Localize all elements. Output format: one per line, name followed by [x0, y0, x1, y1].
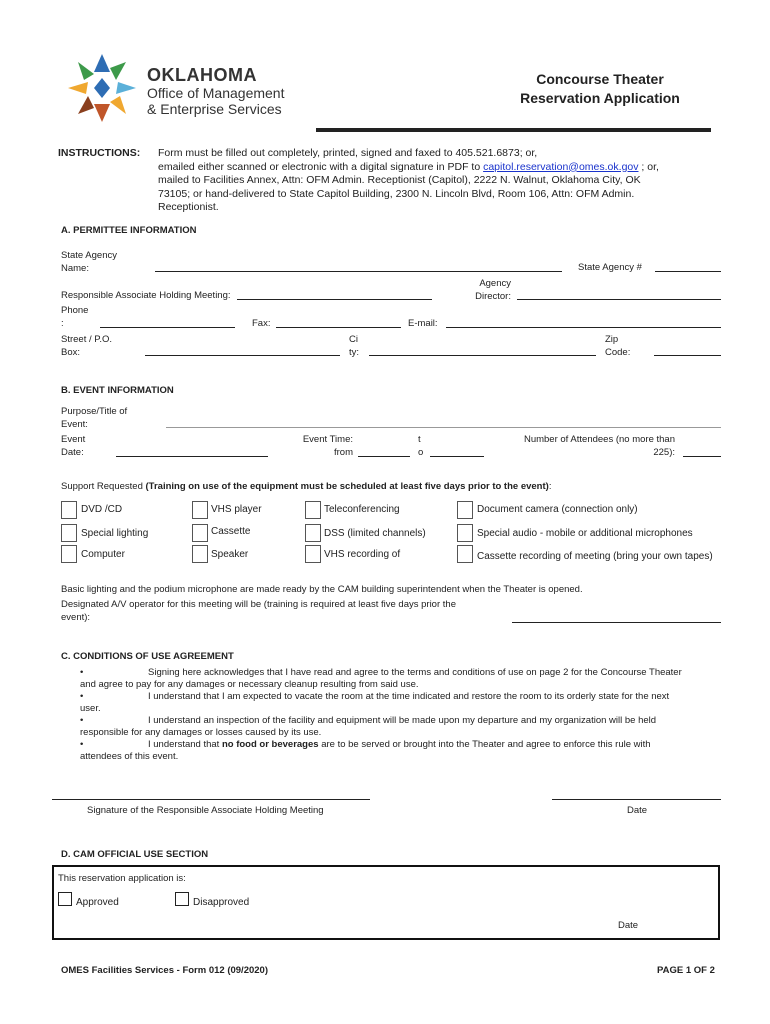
attendees-label-1: Number of Attendees (no more than	[523, 434, 675, 445]
signature-date-label: Date	[627, 805, 648, 816]
dss-label: DSS (limited channels)	[324, 528, 426, 539]
checkbox-special-lighting[interactable]	[61, 524, 77, 542]
city-label-2: ty:	[349, 346, 360, 358]
condition-3-text-a: I understand an inspection of the facility and equipment will be made upon my departure and my organization will be held	[148, 715, 657, 726]
av-operator-label-2: event):	[61, 611, 91, 623]
checkbox-vhs-recording[interactable]	[305, 545, 321, 563]
checkbox-dss[interactable]	[305, 524, 321, 542]
checkbox-vhs-player[interactable]	[192, 501, 208, 519]
phone-label-1: Phone	[61, 305, 89, 316]
computer-label: Computer	[81, 549, 125, 560]
org-subtitle-1: Office of Management	[147, 85, 285, 101]
attendees-field[interactable]	[683, 456, 721, 457]
signature-label: Signature of the Responsible Associate Holding Meeting	[87, 805, 324, 816]
av-operator-field[interactable]	[512, 622, 721, 623]
instructions-line-2	[158, 161, 718, 175]
instructions-line-1: Form must be filled out completely, printed, signed and faxed to 405.521.6873; or,	[158, 147, 538, 159]
instructions-line-5: Receptionist.	[158, 201, 219, 213]
event-time-to-label	[418, 434, 423, 459]
agency-director-label	[473, 278, 511, 303]
condition-2	[80, 691, 720, 703]
oklahoma-star-logo-icon	[66, 52, 138, 124]
org-name: OKLAHOMA	[147, 65, 257, 85]
cassette-recording-label: Cassette recording of meeting (bring your own tapes)	[477, 551, 713, 562]
event-date-label-1: Event	[61, 434, 86, 445]
purpose-label-2: Event:	[61, 418, 88, 430]
header-rule	[316, 128, 711, 132]
av-operator-label	[61, 599, 456, 624]
event-date-label-2: Date:	[61, 446, 84, 458]
state-agency-name-field[interactable]	[155, 271, 562, 272]
state-agency-label	[61, 250, 117, 275]
fax-field[interactable]	[276, 327, 401, 328]
condition-3	[80, 715, 720, 727]
dvd-cd-label: DVD /CD	[81, 504, 123, 515]
checkbox-approved[interactable]	[58, 892, 72, 906]
checkbox-cassette-recording[interactable]	[457, 545, 473, 563]
condition-1	[80, 667, 720, 679]
event-date-field[interactable]	[116, 456, 268, 457]
event-time-to-label-2: o	[418, 446, 424, 458]
special-lighting-label: Special lighting	[81, 528, 149, 539]
bullet-icon: •	[80, 667, 84, 678]
agency-director-label-1: Agency	[479, 278, 511, 289]
checkbox-teleconferencing[interactable]	[305, 501, 321, 519]
vhs-recording-label: VHS recording of	[324, 549, 401, 560]
instructions-text	[158, 147, 718, 215]
conditions-list	[80, 667, 720, 763]
city-label-1: Ci	[349, 334, 358, 345]
attendees-label-2: 225):	[653, 446, 675, 458]
vhs-player-label: VHS player	[211, 504, 262, 515]
support-requested-text: Support Requested	[61, 481, 146, 492]
instructions-label: INSTRUCTIONS:	[58, 147, 141, 159]
phone-field[interactable]	[100, 327, 235, 328]
section-a-title: A. PERMITTEE INFORMATION	[61, 225, 197, 236]
fax-label: Fax:	[252, 318, 271, 329]
signature-field[interactable]	[52, 799, 370, 800]
av-operator-label-1: Designated A/V operator for this meeting will be (training is required at least five days prior the	[61, 599, 456, 610]
attendees-label	[505, 434, 675, 459]
agency-director-label-2: Director:	[475, 290, 511, 302]
condition-4	[80, 739, 720, 751]
agency-director-field[interactable]	[517, 299, 721, 300]
street-label-1: Street / P.O.	[61, 334, 113, 345]
disapproved-label: Disapproved	[193, 897, 250, 908]
condition-1-text-b: and agree to pay for any damages or necessary cleanup resulting from said use.	[80, 679, 419, 690]
email-field[interactable]	[446, 327, 721, 328]
event-time-to-field[interactable]	[430, 456, 484, 457]
event-time-to-label-1: t	[418, 434, 421, 445]
checkbox-special-audio[interactable]	[457, 524, 473, 542]
purpose-label-1: Purpose/Title of	[61, 406, 128, 417]
instructions-line-3: mailed to Facilities Annex, Attn: OFM Admin. Receptionist (Capitol), 2222 N. Walnut, Oklahoma City, OK	[158, 174, 641, 186]
teleconferencing-label: Teleconferencing	[324, 504, 400, 515]
form-title-1: Concourse Theater	[536, 71, 664, 87]
section-b-title: B. EVENT INFORMATION	[61, 385, 174, 396]
agency-number-label: State Agency #	[578, 262, 642, 273]
support-requested-colon: :	[548, 481, 552, 492]
city-field[interactable]	[369, 355, 596, 356]
zip-label	[605, 334, 630, 359]
street-label	[61, 334, 112, 359]
phone-label	[61, 305, 88, 330]
purpose-label	[61, 406, 127, 431]
cassette-label: Cassette	[211, 526, 251, 537]
bullet-icon: •	[80, 739, 84, 750]
event-time-from-field[interactable]	[358, 456, 410, 457]
section-c-title: C. CONDITIONS OF USE AGREEMENT	[61, 651, 234, 662]
event-time-label-1: Event Time:	[302, 434, 353, 445]
reservation-email-link[interactable]: capitol.reservation@omes.ok.gov	[483, 160, 639, 173]
event-date-label	[61, 434, 85, 459]
checkbox-speaker[interactable]	[192, 545, 208, 563]
checkbox-dvd-cd[interactable]	[61, 501, 77, 519]
instructions-line-4: 73105; or hand-delivered to State Capitol Building, 2300 N. Lincoln Blvd, Room 106, Attn: OFM Admin.	[158, 187, 635, 200]
state-agency-label-1: State Agency	[61, 250, 117, 261]
org-subtitle-2: & Enterprise Services	[147, 101, 282, 117]
city-label	[349, 334, 359, 359]
support-requested-label	[61, 481, 551, 494]
condition-1-text-a: Signing here acknowledges that I have read and agree to the terms and conditions of use on page 2 for the Concourse Theater	[148, 667, 682, 678]
street-label-2: Box:	[61, 346, 81, 358]
footer-form-id: OMES Facilities Services - Form 012 (09/2020)	[61, 965, 268, 976]
purpose-field[interactable]	[166, 427, 721, 428]
email-label: E-mail:	[408, 318, 438, 329]
instructions-line-2-text: emailed either scanned or electronic with a digital signature in PDF to	[158, 160, 484, 173]
speaker-label: Speaker	[211, 549, 249, 560]
support-requested-note: (Training on use of the equipment must be scheduled at least five days prior to the event)	[145, 481, 549, 492]
checkbox-computer[interactable]	[61, 545, 77, 563]
form-title-2: Reservation Application	[520, 90, 680, 106]
checkbox-disapproved[interactable]	[175, 892, 189, 906]
event-time-label	[298, 434, 353, 459]
street-field[interactable]	[145, 355, 340, 356]
bullet-icon: •	[80, 691, 84, 702]
state-agency-label-2: Name:	[61, 262, 89, 274]
condition-2-text-b: user.	[80, 703, 101, 714]
agency-number-field[interactable]	[655, 271, 721, 272]
phone-label-2: :	[61, 317, 64, 329]
checkbox-cassette[interactable]	[192, 524, 208, 542]
responsible-associate-label: Responsible Associate Holding Meeting:	[61, 290, 231, 301]
condition-3-text-b: responsible for any damages or losses caused by its use.	[80, 727, 322, 738]
lighting-note: Basic lighting and the podium microphone are made ready by the CAM building superintendent when the Theater is opened.	[61, 584, 583, 595]
condition-4-text-pre: I understand that	[148, 739, 222, 750]
condition-4-text-b: attendees of this event.	[80, 751, 179, 762]
zip-field[interactable]	[654, 355, 721, 356]
section-d-title: D. CAM OFFICIAL USE SECTION	[61, 849, 209, 860]
official-date-label: Date	[618, 920, 639, 931]
footer-page-number: PAGE 1 OF 2	[657, 965, 715, 976]
zip-label-2: Code:	[605, 346, 631, 358]
condition-2-text-a: I understand that I am expected to vacate the room at the time indicated and restore the room to its orderly state for the next	[148, 691, 670, 702]
signature-date-field[interactable]	[552, 799, 721, 800]
special-audio-label: Special audio - mobile or additional microphones	[477, 528, 693, 539]
bullet-icon: •	[80, 715, 84, 726]
checkbox-document-camera[interactable]	[457, 501, 473, 519]
responsible-associate-field[interactable]	[237, 299, 432, 300]
reservation-status-label: This reservation application is:	[58, 873, 186, 884]
document-camera-label: Document camera (connection only)	[477, 504, 638, 515]
condition-4-text-post: are to be served or brought into the Theater and agree to enforce this rule with	[318, 739, 651, 750]
condition-4-text-bold: no food or beverages	[221, 739, 319, 750]
zip-label-1: Zip	[605, 334, 619, 345]
official-use-box	[52, 865, 720, 940]
approved-label: Approved	[76, 897, 119, 908]
event-time-label-2: from	[334, 446, 353, 458]
instructions-line-2-end: ; or,	[638, 160, 659, 173]
